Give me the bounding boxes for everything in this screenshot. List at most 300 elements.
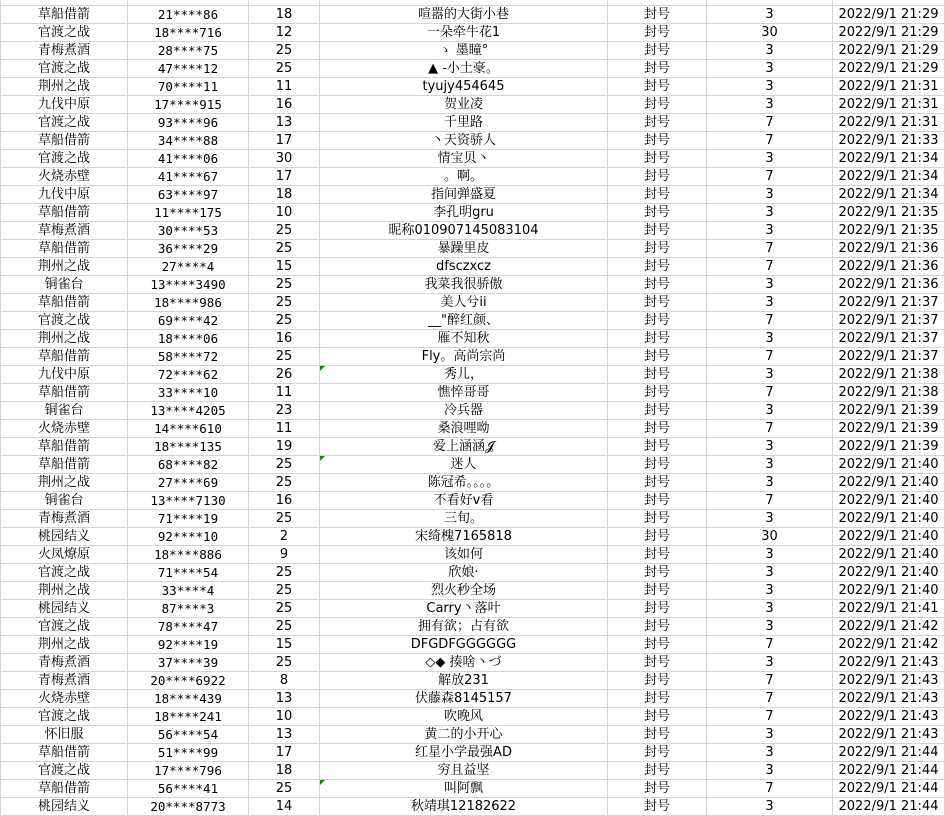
cell-account[interactable]: 27****69 [128,474,249,492]
cell-account[interactable]: 14****610 [128,420,249,438]
cell-nickname[interactable]: 爱上涵涵𝓙 [320,438,608,456]
cell-server[interactable]: 荆州之战 [1,258,128,276]
cell-nickname[interactable]: 丶天资骄人 [320,132,608,150]
cell-account[interactable]: 18****886 [128,546,249,564]
cell-server[interactable]: 荆州之战 [1,330,128,348]
cell-nickname[interactable]: Fly。高尚宗尚 [320,348,608,366]
cell-level[interactable]: 25 [249,780,320,798]
cell-account[interactable]: 41****06 [128,150,249,168]
cell-level[interactable]: 17 [249,132,320,150]
cell-account[interactable]: 18****06 [128,330,249,348]
cell-level[interactable]: 25 [249,60,320,78]
cell-server[interactable]: 怀旧服 [1,726,128,744]
table-row[interactable] [1,330,945,348]
table-row[interactable] [1,132,945,150]
cell-days[interactable]: 7 [707,492,833,510]
cell-action[interactable]: 封号 [608,60,707,78]
cell-account[interactable]: 58****72 [128,348,249,366]
cell-time[interactable]: 2022/9/1 21:44 [833,744,945,762]
cell-days[interactable]: 3 [707,222,833,240]
cell-account[interactable]: 51****99 [128,744,249,762]
cell-level[interactable]: 9 [249,546,320,564]
cell-level[interactable]: 10 [249,204,320,222]
cell-days[interactable]: 7 [707,420,833,438]
cell-account[interactable]: 20****8773 [128,798,249,816]
cell-server[interactable]: 火凤燎原 [1,546,128,564]
cell-days[interactable]: 7 [707,114,833,132]
cell-server[interactable]: 草船借箭 [1,294,128,312]
table-row[interactable] [1,564,945,582]
cell-action[interactable]: 封号 [608,294,707,312]
cell-action[interactable]: 封号 [608,348,707,366]
cell-server[interactable]: 草船借箭 [1,384,128,402]
cell-server[interactable]: 草船借箭 [1,744,128,762]
cell-server[interactable]: 铜雀台 [1,402,128,420]
cell-nickname[interactable]: 解放231 [320,672,608,690]
cell-days[interactable]: 7 [707,348,833,366]
cell-nickname[interactable]: 烈火秒全场 [320,582,608,600]
cell-days[interactable]: 3 [707,402,833,420]
cell-time[interactable]: 2022/9/1 21:42 [833,636,945,654]
cell-time[interactable]: 2022/9/1 21:38 [833,366,945,384]
table-row[interactable] [1,402,945,420]
cell-action[interactable]: 封号 [608,78,707,96]
cell-server[interactable]: 荆州之战 [1,78,128,96]
cell-nickname[interactable]: 穷且益坚 [320,762,608,780]
cell-time[interactable]: 2022/9/1 21:35 [833,222,945,240]
table-row[interactable] [1,456,945,474]
cell-level[interactable]: 13 [249,726,320,744]
table-row[interactable] [1,168,945,186]
cell-nickname[interactable]: Carry丶落叶 [320,600,608,618]
cell-account[interactable]: 28****75 [128,42,249,60]
cell-days[interactable]: 3 [707,744,833,762]
cell-account[interactable]: 11****175 [128,204,249,222]
cell-level[interactable]: 19 [249,438,320,456]
table-row[interactable] [1,762,945,780]
table-row[interactable] [1,384,945,402]
cell-action[interactable]: 封号 [608,672,707,690]
cell-account[interactable]: 63****97 [128,186,249,204]
cell-action[interactable]: 封号 [608,474,707,492]
cell-action[interactable]: 封号 [608,510,707,528]
cell-nickname[interactable]: 黄二的小开心 [320,726,608,744]
cell-level[interactable]: 8 [249,672,320,690]
cell-server[interactable]: 官渡之战 [1,564,128,582]
cell-nickname[interactable]: ゝ 墨瞳° [320,42,608,60]
cell-nickname[interactable]: 伏藤森8145157 [320,690,608,708]
cell-server[interactable]: 荆州之战 [1,636,128,654]
cell-days[interactable]: 3 [707,618,833,636]
cell-account[interactable]: 78****47 [128,618,249,636]
cell-days[interactable]: 3 [707,798,833,816]
cell-days[interactable]: 3 [707,204,833,222]
cell-level[interactable]: 25 [249,600,320,618]
cell-account[interactable]: 56****41 [128,780,249,798]
cell-server[interactable]: 火烧赤壁 [1,420,128,438]
cell-level[interactable]: 25 [249,240,320,258]
cell-nickname[interactable]: 宋绮槐7165818 [320,528,608,546]
cell-nickname[interactable]: 叫阿飘 [320,780,608,798]
cell-account[interactable]: 13****3490 [128,276,249,294]
cell-server[interactable]: 草船借箭 [1,780,128,798]
cell-level[interactable]: 15 [249,258,320,276]
cell-level[interactable]: 16 [249,492,320,510]
cell-account[interactable]: 17****796 [128,762,249,780]
cell-action[interactable]: 封号 [608,420,707,438]
cell-nickname[interactable]: 三旬。 [320,510,608,528]
cell-nickname[interactable]: 吹晚风 [320,708,608,726]
cell-action[interactable]: 封号 [608,708,707,726]
cell-action[interactable]: 封号 [608,528,707,546]
cell-account[interactable]: 13****7130 [128,492,249,510]
cell-nickname[interactable]: 。啊。 [320,168,608,186]
cell-nickname[interactable]: 暴躁里皮 [320,240,608,258]
table-row[interactable] [1,744,945,762]
cell-server[interactable]: 桃园结义 [1,798,128,816]
cell-time[interactable]: 2022/9/1 21:41 [833,600,945,618]
cell-action[interactable]: 封号 [608,132,707,150]
table-row[interactable] [1,96,945,114]
cell-level[interactable]: 12 [249,24,320,42]
cell-action[interactable]: 封号 [608,600,707,618]
cell-server[interactable]: 草船借箭 [1,132,128,150]
cell-nickname[interactable]: 欣娘· [320,564,608,582]
cell-time[interactable]: 2022/9/1 21:40 [833,582,945,600]
cell-days[interactable]: 7 [707,240,833,258]
cell-days[interactable]: 7 [707,636,833,654]
cell-server[interactable]: 官渡之战 [1,24,128,42]
cell-level[interactable]: 25 [249,510,320,528]
cell-time[interactable]: 2022/9/1 21:29 [833,60,945,78]
table-row[interactable] [1,204,945,222]
cell-days[interactable]: 3 [707,474,833,492]
cell-account[interactable]: 69****42 [128,312,249,330]
cell-action[interactable]: 封号 [608,654,707,672]
cell-action[interactable]: 封号 [608,402,707,420]
cell-days[interactable]: 3 [707,6,833,24]
cell-time[interactable]: 2022/9/1 21:35 [833,204,945,222]
cell-days[interactable]: 7 [707,384,833,402]
cell-action[interactable]: 封号 [608,456,707,474]
cell-time[interactable]: 2022/9/1 21:34 [833,168,945,186]
cell-level[interactable]: 25 [249,654,320,672]
cell-days[interactable]: 3 [707,150,833,168]
table-row[interactable] [1,42,945,60]
cell-account[interactable]: 18****135 [128,438,249,456]
cell-time[interactable]: 2022/9/1 21:29 [833,6,945,24]
cell-nickname[interactable]: 秀儿， [320,366,608,384]
cell-days[interactable]: 3 [707,294,833,312]
cell-level[interactable]: 25 [249,582,320,600]
cell-nickname[interactable]: 一朵牵牛花1 [320,24,608,42]
cell-nickname[interactable]: __"醉红颜、 [320,312,608,330]
cell-account[interactable]: 34****88 [128,132,249,150]
cell-time[interactable]: 2022/9/1 21:37 [833,294,945,312]
cell-level[interactable]: 25 [249,276,320,294]
cell-time[interactable]: 2022/9/1 21:38 [833,384,945,402]
cell-days[interactable]: 3 [707,60,833,78]
cell-days[interactable]: 3 [707,78,833,96]
table-row[interactable] [1,186,945,204]
cell-days[interactable]: 3 [707,762,833,780]
cell-nickname[interactable]: 红星小学最强AD [320,744,608,762]
cell-action[interactable]: 封号 [608,276,707,294]
cell-days[interactable]: 3 [707,366,833,384]
cell-server[interactable]: 火烧赤壁 [1,168,128,186]
cell-time[interactable]: 2022/9/1 21:40 [833,456,945,474]
cell-days[interactable]: 30 [707,24,833,42]
table-row[interactable] [1,708,945,726]
cell-level[interactable]: 25 [249,564,320,582]
table-row[interactable] [1,150,945,168]
cell-action[interactable]: 封号 [608,312,707,330]
cell-server[interactable]: 铜雀台 [1,492,128,510]
cell-account[interactable]: 18****439 [128,690,249,708]
cell-days[interactable]: 7 [707,690,833,708]
cell-level[interactable]: 11 [249,384,320,402]
cell-days[interactable]: 3 [707,42,833,60]
cell-server[interactable]: 荆州之战 [1,582,128,600]
cell-days[interactable]: 3 [707,330,833,348]
cell-server[interactable]: 青梅煮酒 [1,672,128,690]
cell-days[interactable]: 3 [707,546,833,564]
cell-nickname[interactable]: 我菜我很骄傲 [320,276,608,294]
cell-nickname[interactable]: 喧嚣的大街小巷 [320,6,608,24]
cell-time[interactable]: 2022/9/1 21:40 [833,510,945,528]
cell-account[interactable]: 71****19 [128,510,249,528]
cell-account[interactable]: 13****4205 [128,402,249,420]
cell-nickname[interactable]: 美人兮ii [320,294,608,312]
cell-action[interactable]: 封号 [608,636,707,654]
cell-account[interactable]: 17****915 [128,96,249,114]
cell-days[interactable]: 7 [707,258,833,276]
cell-action[interactable]: 封号 [608,222,707,240]
table-row[interactable] [1,546,945,564]
cell-time[interactable]: 2022/9/1 21:31 [833,78,945,96]
cell-server[interactable]: 官渡之战 [1,114,128,132]
cell-days[interactable]: 3 [707,276,833,294]
cell-server[interactable]: 官渡之战 [1,150,128,168]
cell-level[interactable]: 17 [249,744,320,762]
cell-nickname[interactable]: 该如何 [320,546,608,564]
table-row[interactable] [1,726,945,744]
cell-action[interactable]: 封号 [608,150,707,168]
cell-account[interactable]: 70****11 [128,78,249,96]
cell-days[interactable]: 3 [707,186,833,204]
cell-nickname[interactable]: 迷人 [320,456,608,474]
cell-time[interactable]: 2022/9/1 21:29 [833,42,945,60]
table-row[interactable] [1,690,945,708]
cell-server[interactable]: 草船借箭 [1,438,128,456]
cell-account[interactable]: 33****4 [128,582,249,600]
cell-time[interactable]: 2022/9/1 21:40 [833,492,945,510]
cell-days[interactable]: 3 [707,510,833,528]
table-row[interactable] [1,654,945,672]
cell-server[interactable]: 青梅煮酒 [1,510,128,528]
cell-level[interactable]: 26 [249,366,320,384]
cell-nickname[interactable]: 雁不知秋 [320,330,608,348]
cell-action[interactable]: 封号 [608,24,707,42]
cell-account[interactable]: 93****96 [128,114,249,132]
cell-days[interactable]: 3 [707,96,833,114]
cell-level[interactable]: 25 [249,348,320,366]
cell-nickname[interactable]: 拥有欲；占有欲 [320,618,608,636]
cell-server[interactable]: 草船借箭 [1,6,128,24]
cell-time[interactable]: 2022/9/1 21:39 [833,420,945,438]
cell-account[interactable]: 92****10 [128,528,249,546]
cell-time[interactable]: 2022/9/1 21:37 [833,330,945,348]
cell-days[interactable]: 3 [707,654,833,672]
table-row[interactable] [1,240,945,258]
cell-action[interactable]: 封号 [608,744,707,762]
cell-time[interactable]: 2022/9/1 21:29 [833,24,945,42]
cell-action[interactable]: 封号 [608,204,707,222]
table-row[interactable] [1,366,945,384]
cell-server[interactable]: 官渡之战 [1,618,128,636]
cell-action[interactable]: 封号 [608,438,707,456]
cell-account[interactable]: 87****3 [128,600,249,618]
cell-server[interactable]: 官渡之战 [1,312,128,330]
cell-level[interactable]: 17 [249,168,320,186]
cell-time[interactable]: 2022/9/1 21:44 [833,762,945,780]
cell-level[interactable]: 25 [249,294,320,312]
cell-nickname[interactable]: 千里路 [320,114,608,132]
cell-days[interactable]: 3 [707,600,833,618]
table-row[interactable] [1,474,945,492]
cell-time[interactable]: 2022/9/1 21:40 [833,474,945,492]
table-row[interactable] [1,438,945,456]
cell-time[interactable]: 2022/9/1 21:34 [833,150,945,168]
cell-action[interactable]: 封号 [608,330,707,348]
table-row[interactable] [1,312,945,330]
cell-server[interactable]: 草船借箭 [1,456,128,474]
cell-action[interactable]: 封号 [608,258,707,276]
cell-time[interactable]: 2022/9/1 21:40 [833,564,945,582]
table-row[interactable] [1,492,945,510]
cell-nickname[interactable]: tyujy454645 [320,78,608,96]
table-row[interactable] [1,222,945,240]
cell-account[interactable]: 18****716 [128,24,249,42]
cell-level[interactable]: 18 [249,6,320,24]
table-row[interactable] [1,636,945,654]
cell-time[interactable]: 2022/9/1 21:39 [833,438,945,456]
cell-account[interactable]: 18****241 [128,708,249,726]
cell-account[interactable]: 33****10 [128,384,249,402]
cell-days[interactable]: 3 [707,582,833,600]
cell-nickname[interactable]: 秋靖琪12182622 [320,798,608,816]
cell-time[interactable]: 2022/9/1 21:43 [833,708,945,726]
cell-time[interactable]: 2022/9/1 21:42 [833,618,945,636]
table-row[interactable] [1,420,945,438]
cell-account[interactable]: 20****6922 [128,672,249,690]
cell-time[interactable]: 2022/9/1 21:44 [833,780,945,798]
cell-account[interactable]: 41****67 [128,168,249,186]
cell-nickname[interactable]: dfsczxcz [320,258,608,276]
cell-level[interactable]: 18 [249,762,320,780]
cell-time[interactable]: 2022/9/1 21:43 [833,690,945,708]
cell-nickname[interactable]: 不看好v看 [320,492,608,510]
cell-action[interactable]: 封号 [608,798,707,816]
cell-account[interactable]: 18****986 [128,294,249,312]
cell-time[interactable]: 2022/9/1 21:43 [833,672,945,690]
cell-time[interactable]: 2022/9/1 21:40 [833,546,945,564]
cell-days[interactable]: 30 [707,528,833,546]
cell-server[interactable]: 草船借箭 [1,348,128,366]
table-row[interactable] [1,6,945,24]
cell-account[interactable]: 47****12 [128,60,249,78]
table-row[interactable] [1,798,945,816]
cell-server[interactable]: 草梅煮酒 [1,222,128,240]
cell-level[interactable]: 15 [249,636,320,654]
cell-level[interactable]: 25 [249,618,320,636]
cell-server[interactable]: 铜雀台 [1,276,128,294]
cell-level[interactable]: 10 [249,708,320,726]
cell-level[interactable]: 18 [249,186,320,204]
cell-action[interactable]: 封号 [608,492,707,510]
cell-days[interactable]: 7 [707,132,833,150]
cell-action[interactable]: 封号 [608,546,707,564]
cell-server[interactable]: 官渡之战 [1,708,128,726]
cell-action[interactable]: 封号 [608,42,707,60]
cell-server[interactable]: 官渡之战 [1,762,128,780]
cell-action[interactable]: 封号 [608,690,707,708]
cell-level[interactable]: 2 [249,528,320,546]
cell-action[interactable]: 封号 [608,762,707,780]
cell-account[interactable]: 30****53 [128,222,249,240]
cell-nickname[interactable]: 贺业凌 [320,96,608,114]
cell-nickname[interactable]: ◇◆ 揍啥丶づ [320,654,608,672]
cell-time[interactable]: 2022/9/1 21:44 [833,798,945,816]
cell-account[interactable]: 72****62 [128,366,249,384]
cell-nickname[interactable]: 昵称010907145083104 [320,222,608,240]
cell-action[interactable]: 封号 [608,726,707,744]
cell-level[interactable]: 25 [249,474,320,492]
cell-action[interactable]: 封号 [608,582,707,600]
cell-account[interactable]: 56****54 [128,726,249,744]
cell-nickname[interactable]: ▲ -小土豪。 [320,60,608,78]
cell-days[interactable]: 3 [707,564,833,582]
cell-nickname[interactable]: DFGDFGGGGGG [320,636,608,654]
cell-days[interactable]: 7 [707,168,833,186]
cell-time[interactable]: 2022/9/1 21:33 [833,132,945,150]
cell-nickname[interactable]: 指间弹盛夏 [320,186,608,204]
table-row[interactable] [1,672,945,690]
cell-action[interactable]: 封号 [608,96,707,114]
cell-server[interactable]: 草船借箭 [1,204,128,222]
table-row[interactable] [1,114,945,132]
table-row[interactable] [1,60,945,78]
cell-level[interactable]: 25 [249,312,320,330]
cell-time[interactable]: 2022/9/1 21:39 [833,402,945,420]
cell-action[interactable]: 封号 [608,240,707,258]
cell-server[interactable]: 桃园结义 [1,528,128,546]
cell-level[interactable]: 11 [249,78,320,96]
cell-server[interactable]: 九伐中原 [1,186,128,204]
cell-server[interactable]: 九伐中原 [1,366,128,384]
cell-time[interactable]: 2022/9/1 21:31 [833,96,945,114]
cell-days[interactable]: 7 [707,780,833,798]
cell-server[interactable]: 草船借箭 [1,240,128,258]
cell-action[interactable]: 封号 [608,168,707,186]
cell-server[interactable]: 火烧赤壁 [1,690,128,708]
cell-time[interactable]: 2022/9/1 21:36 [833,276,945,294]
cell-days[interactable]: 3 [707,726,833,744]
cell-days[interactable]: 3 [707,456,833,474]
cell-time[interactable]: 2022/9/1 21:37 [833,312,945,330]
cell-level[interactable]: 16 [249,96,320,114]
cell-server[interactable]: 九伐中原 [1,96,128,114]
